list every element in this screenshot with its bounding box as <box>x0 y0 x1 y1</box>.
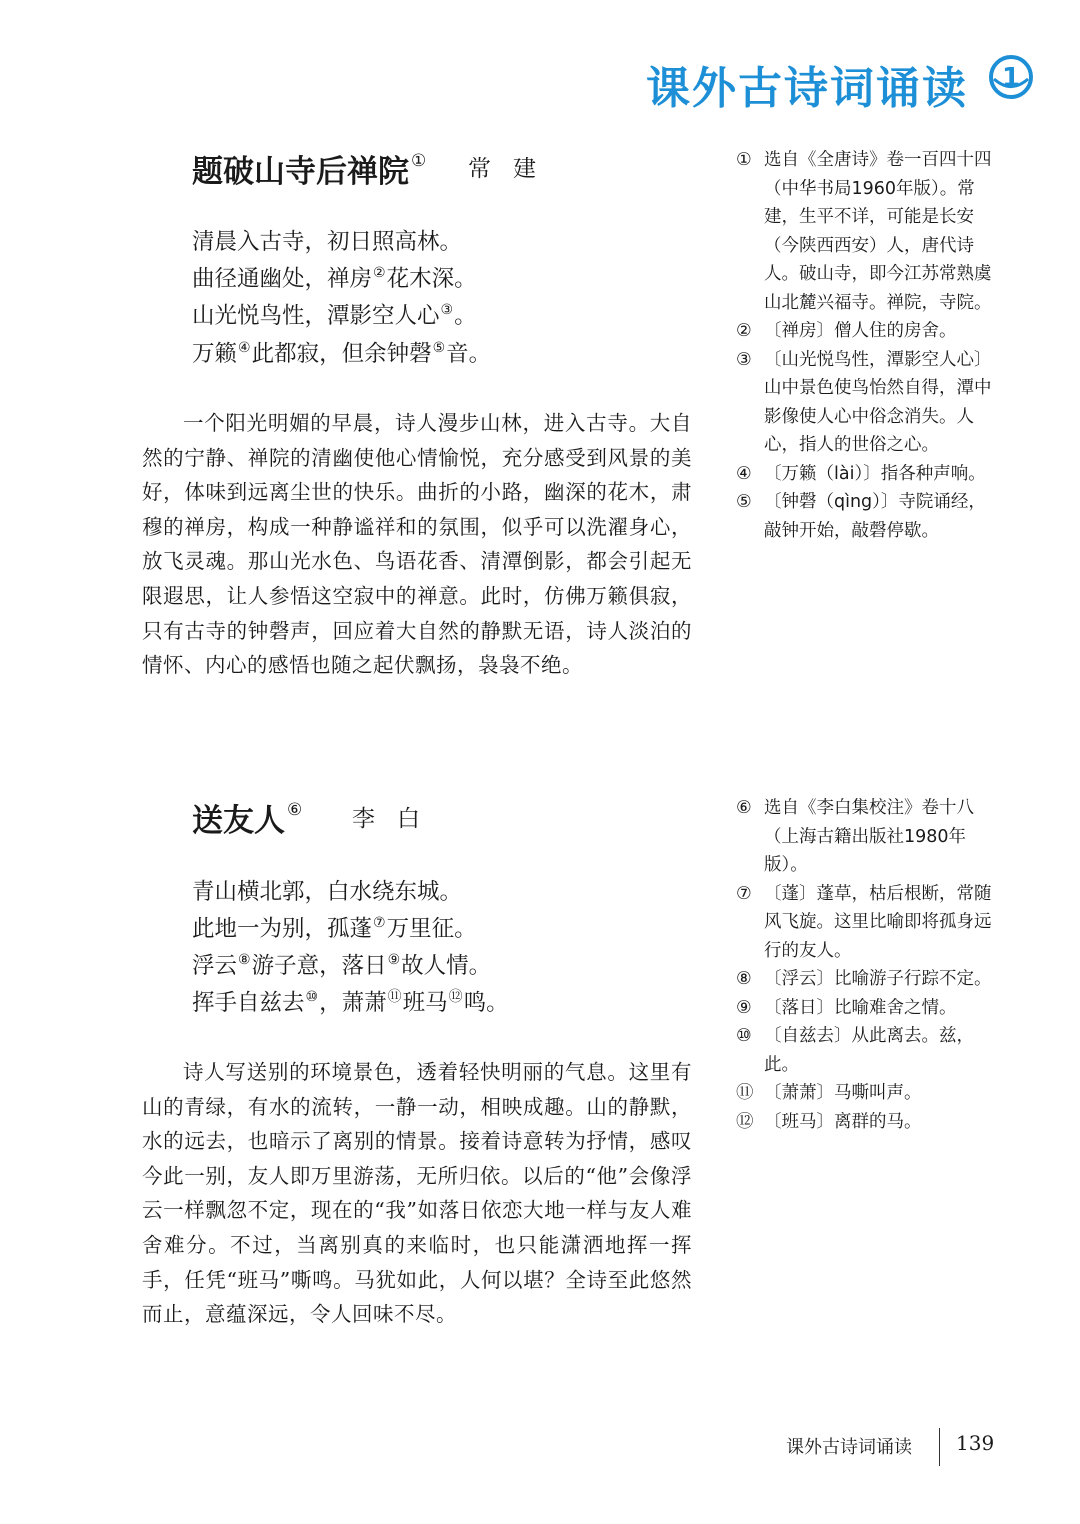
footnote-text: 〔落日〕比喻难舍之情。 <box>764 997 957 1018</box>
footnote-number: ⑨ <box>736 997 752 1018</box>
poem-2-title-mark: ⑥ <box>287 800 303 820</box>
poem-2-line-3 <box>192 948 491 980</box>
footnote-number: ⑧ <box>736 969 752 989</box>
footnote-text: 选自《李白集校注》卷十八（上海古籍出版社1980年版）。 <box>764 798 974 875</box>
footnote-number: ③ <box>736 349 752 370</box>
footnote-marker: ⑨ <box>387 952 401 968</box>
footer-divider <box>939 1428 940 1466</box>
poem-line-text: 游子意，落日 <box>251 953 387 979</box>
poem-1-appreciation: 一个阳光明媚的早晨，诗人漫步山林，进入古寺。大自然的宁静、禅院的清幽使他心情愉悦，充分感受到风景的美好，体味到远离尘世的快乐。曲折的小路，幽深的花木，肃穆的禅房，构成一种静谧祥和的氛围，似乎可以洗濯身心，放飞灵魂。那山光水色、鸟语花香、清潭倒影，都会引起无限遐思，让人参悟这空寂中的禅意。此时，仿佛万籁俱寂，只有古寺的钟磬声，回应着大自然的静默无语，诗人淡泊的情怀、内心的感悟也随之起伏飘扬，袅袅不绝。 <box>142 411 692 678</box>
poem-2-line-2 <box>192 911 477 943</box>
footnote-item <box>736 317 998 346</box>
poem-line-text: 鸣。 <box>463 990 509 1016</box>
footnote-item <box>736 1108 998 1137</box>
poem-2-line-1 <box>192 874 462 906</box>
footnote-item <box>736 1022 998 1079</box>
footnote-number: ④ <box>736 463 752 484</box>
footnote-number: ⑤ <box>736 492 752 512</box>
section-title: 课外古诗词诵读 <box>646 63 968 114</box>
footnote-text: 〔万籁（lài）〕指各种声响。 <box>764 463 986 484</box>
footnote-item <box>736 880 998 966</box>
footnote-marker: ⑤ <box>432 340 446 356</box>
footnote-marker: ⑪ <box>387 989 402 1005</box>
footnote-item <box>736 1079 998 1108</box>
poem-line-text: 万里征。 <box>386 916 477 942</box>
poem-line-text: 班马 <box>402 990 448 1016</box>
footnote-number: ⑦ <box>736 883 752 904</box>
poem-line-text: 清晨入古寺，初日照高林。 <box>192 229 463 255</box>
footnote-marker: ④ <box>238 340 251 356</box>
poem-1-poet: 常建 <box>468 156 558 182</box>
footnote-text: 〔钟磬（qìng）〕寺院诵经，敲钟开始，敲磬停歇。 <box>764 492 986 541</box>
footnote-number: ⑫ <box>736 1111 754 1132</box>
footnote-text: 〔山光悦鸟性，潭影空人心〕山中景色使鸟怡然自得，潭中影像使人心中俗念消失。人心，指人的世俗之心。 <box>764 349 992 455</box>
footnote-text: 〔萧萧〕马嘶叫声。 <box>764 1083 922 1103</box>
poem-line-text: 山光悦鸟性，潭影空人心 <box>192 303 440 329</box>
poem-line-text: 万籁 <box>192 341 238 367</box>
poem-line-text: 挥手自兹去 <box>192 990 305 1016</box>
footnote-text: 〔禅房〕僧人住的房舍。 <box>764 321 957 341</box>
poem-line-text: 曲径通幽处，禅房 <box>192 266 373 292</box>
footnote-item <box>736 488 998 545</box>
footnote-marker: ⑧ <box>238 952 251 968</box>
footnote-marker: ⑩ <box>305 989 319 1005</box>
poem-1-title: 题破山寺后禅院 ① <box>192 151 427 190</box>
section-badge-icon <box>988 54 1034 100</box>
poem-2-line-4 <box>192 985 509 1017</box>
poem-2-notes <box>736 794 998 1136</box>
poem-1-line-3 <box>192 298 477 330</box>
poem-line-text: 此地一为别，孤蓬 <box>192 916 373 942</box>
footnote-item <box>736 460 998 489</box>
poem-1-line-4 <box>192 336 491 368</box>
footnote-text: 〔班马〕离群的马。 <box>764 1111 922 1132</box>
poem-line-text: 浮云 <box>192 953 238 979</box>
poem-1-notes <box>736 146 998 545</box>
footnote-text: 〔蓬〕蓬草，枯后根断，常随风飞旋。这里比喻即将孤身远行的友人。 <box>764 883 992 961</box>
poem-1-title-mark: ① <box>411 151 427 171</box>
poem-line-text: 青山横北郭，白水绕东城。 <box>192 879 463 905</box>
footnote-number: ⑩ <box>736 1026 752 1046</box>
footnote-number: ⑥ <box>736 798 752 818</box>
footnote-number: ① <box>736 150 752 170</box>
poem-2-poet: 李白 <box>352 806 442 832</box>
poem-line-text: 。 <box>454 303 477 329</box>
poem-2-appreciation: 诗人写送别的环境景色，透着轻快明丽的气息。这里有山的青绿，有水的流转，一静一动，相映成趣。山的静默，水的远去，也暗示了离别的情景。接着诗意转为抒情，感叹今此一别，友人即万里游荡，无所归依。以后的“他”会像浮云一样飘忽不定，现在的“我”如落日依恋大地一样与友人难舍难分。不过，当离别真的来临时，也只能潇洒地挥一挥手，任凭“班马”嘶鸣。马犹如此，人何以堪？全诗至此悠然而止，意蕴深远，令人回味不尽。 <box>142 1060 692 1327</box>
footnote-item <box>736 994 998 1023</box>
poem-line-text: 此都寂，但余钟磬 <box>251 341 432 367</box>
footnote-text: 〔自兹去〕从此离去。兹，此。 <box>764 1026 974 1075</box>
footnote-number: ② <box>736 321 752 341</box>
footnote-marker: ③ <box>440 302 454 318</box>
poem-line-text: 故人情。 <box>401 953 492 979</box>
footnote-marker: ⑦ <box>373 915 386 931</box>
badge-number: 1 <box>1001 63 1021 93</box>
page-number: 139 <box>956 1431 995 1455</box>
footnote-number: ⑪ <box>736 1083 754 1103</box>
footer-section-label: 课外古诗词诵读 <box>786 1437 912 1458</box>
footnote-item <box>736 794 998 880</box>
poem-line-text: 花木深。 <box>386 266 477 292</box>
footnote-item <box>736 146 998 317</box>
footnote-text: 〔浮云〕比喻游子行踪不定。 <box>764 969 992 989</box>
footnote-marker: ⑫ <box>448 989 463 1005</box>
footnote-item <box>736 346 998 460</box>
footnote-item <box>736 965 998 994</box>
footnote-text: 选自《全唐诗》卷一百四十四（中华书局1960年版）。常建，生平不详，可能是长安（今陕西西安）人，唐代诗人。破山寺，即今江苏常熟虞山北麓兴福寺。禅院，寺院。 <box>764 150 992 313</box>
poem-line-text: ，萧萧 <box>319 990 387 1016</box>
poem-1-line-1 <box>192 224 462 256</box>
poem-1-line-2 <box>192 261 477 293</box>
footnote-marker: ② <box>373 265 386 281</box>
poem-line-text: 音。 <box>446 341 492 367</box>
poem-2-title: 送友人 ⑥ <box>192 800 303 839</box>
